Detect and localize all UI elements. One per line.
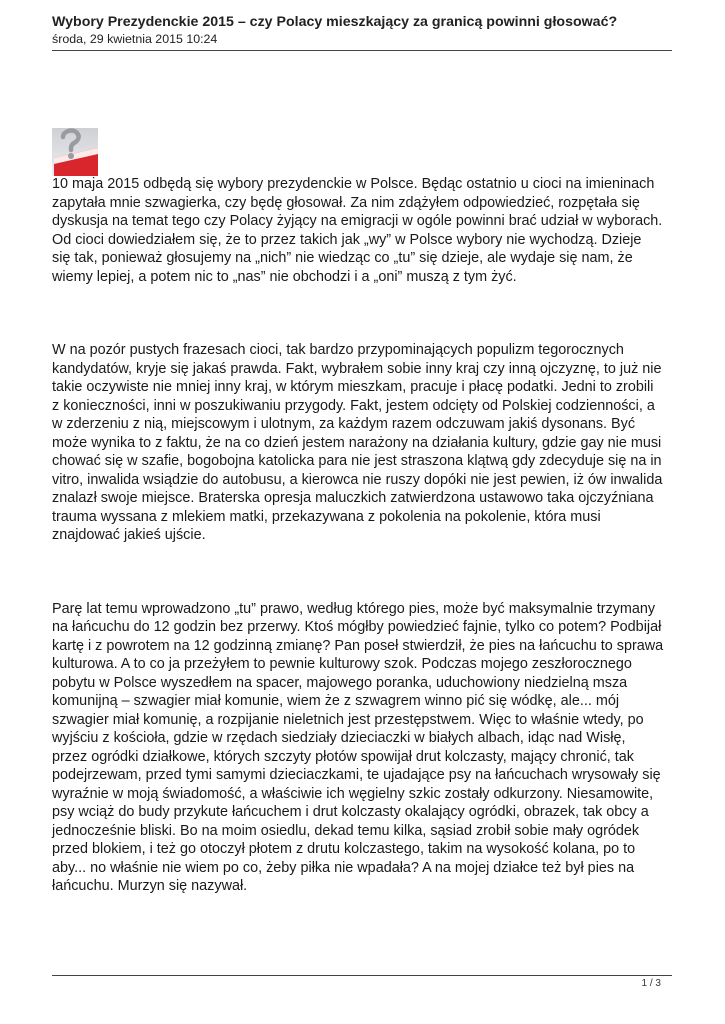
article-paragraph: W na pozór pustych frazesach cioci, tak bardzo przypominających populizm tegorocznych kandydatów, kryje się jakaś prawda. Fakt, wybrałem sobie inny kraj czy inną ojczyznę, to już nie takie oczywiste nie mniej inny kraj, w którym mieszkam, pracuje i płacę podatki. Jedni to zrobili z konieczności, inni w poszukiwaniu przygody. Fakt, jestem odcięty od Polskiej codzienności, a w zderzeniu z nią, miejscowym i ulotnym, za każdym razem odczuwam jakiś dysonans. Być może wynika to z faktu, że na co dzień jestem narażony na działania kultury, gdzie gay nie musi chować się w szafie, bogobojna katolicka para nie jest straszona klątwą gdy zdecyduje się na in vitro, inwalida wsiądzie do autobusu, a kierowca nie ruszy dopóki nie jest pewien, iż ów inwalida znalazł swoje miejsce. Braterska opresja maluczkich zatwierdzona ustawowo taka ojczyźniana trauma wyssana z mlekiem matki, przekazywana z pokolenia na pokolenie, która musi znajdować jakieś ujście.	[52, 342, 663, 543]
article-paragraph: Parę lat temu wprowadzono „tu” prawo, według którego pies, może być maksymalnie trzymany na łańcuchu do 12 godzin bez przerwy. Ktoś mógłby powiedzieć fajnie, tylko co potem? Podbijał kartę i z powrotem na 12 godzinną zmianę? Pan poseł stwierdził, że pies na łańcuchu to sprawa kulturowa. A to co ja przeżyłem to pewnie kulturowy szok. Podczas mojego zeszłorocznego pobytu w Polsce wyszedłem na spacer, majowego poranka, uduchowiony niedzielną msza komunijną – szwagier miał komunie, wiem że z szwagrem winno pić się wódkę, ale... mój szwagier miał komunię, a rozpijanie nieletnich jest przestępstwem. Więc to właśnie wtedy, po wyjściu z kościoła, gdzie w rzędach siedziały dzieciaczki w białych albach, idąc nad Wisłę, przez ogródki działkowe, których szczyty płotów spowijał drut kolczasty, mający chronić, tak podejrzewam, przed tymi samymi dzieciaczkami, te ujadające psy na łańcuchach wrysowały się wyraźnie w moją świadomość, a właściwie ich węgielny szkic zostały odkurzony. Niesamowite, psy wciąż do budy przykute łańcuchem i drut kolczasty okalający ogródki, obrazek, tak obcy a jednocześnie bliski. Bo na moim osiedlu, dekad temu kilka, sąsiad zrobił sobie mały ogródek przed blokiem, i też go otoczył płotem z drutu kolczastego, takim na wysokość kolana, po to aby... no właśnie nie wiem po co, żeby piłka nie wpadała? A na mojej działce też był pies na łańcuchu. Murzyn się nazywał.	[52, 600, 664, 894]
document-header	[52, 14, 672, 47]
question-mark-polish-flag-icon	[52, 128, 98, 176]
article-body	[52, 175, 682, 896]
header-divider	[52, 50, 672, 51]
page-number: 1 / 3	[641, 978, 661, 989]
publish-date: środa, 29 kwietnia 2015 10:24	[52, 32, 218, 46]
article-paragraph: 10 maja 2015 odbędą się wybory prezydenckie w Polsce. Będąc ostatnio u cioci na imieninach zapytała mnie szwagierka, czy będę głosował. Za nim zdążyłem odpowiedzieć, rozpętała się dyskusja na temat tego czy Polacy żyjący na emigracji w ogóle powinni brać udział w wyborach. Od cioci dowiedziałem się, że to przez takich jak „wy” w Polsce wybory nie wychodzą. Dzieje się tak, ponieważ głosujemy na „nich” nie wiedząc co „tu” się dzieje, ale wydaje się nam, że wiemy lepiej, a potem nic to „nas” nie obchodzi i a „oni” muszą z tym żyć.	[52, 176, 663, 285]
page-title: Wybory Prezydenckie 2015 – czy Polacy mieszkający za granicą powinni głosować?	[52, 14, 618, 30]
footer-divider	[52, 975, 672, 976]
